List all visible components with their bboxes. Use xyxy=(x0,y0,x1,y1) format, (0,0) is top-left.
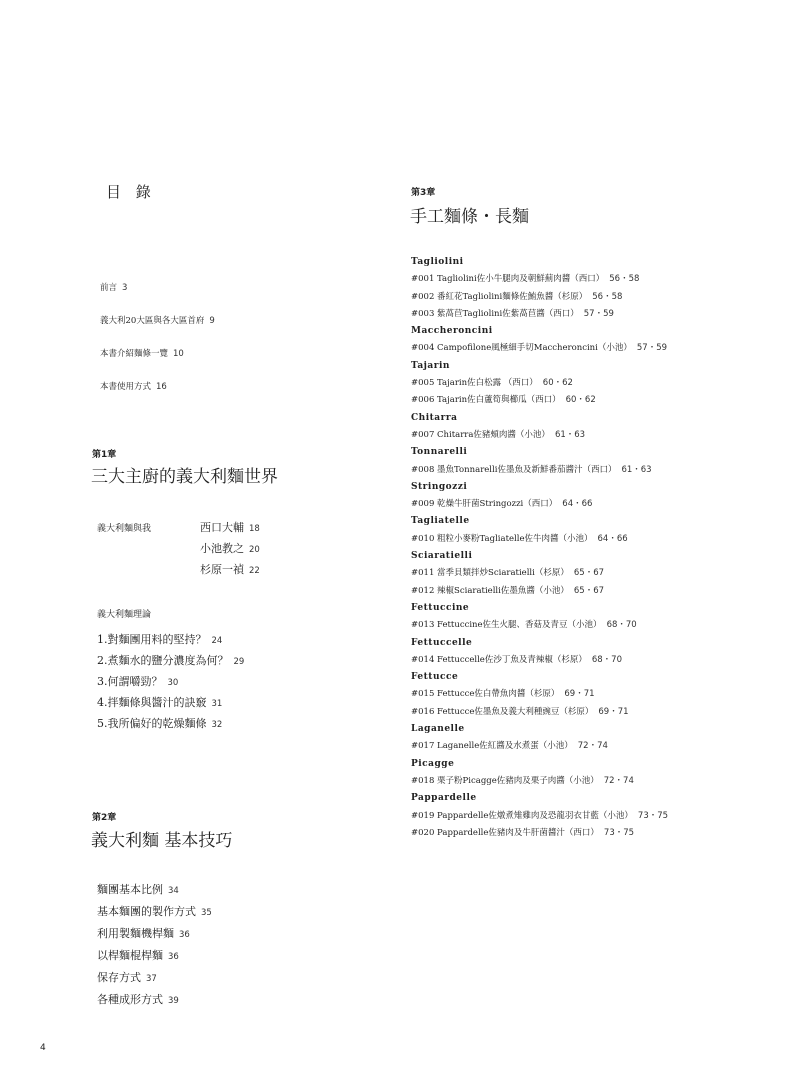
pasta-group xyxy=(411,548,791,600)
recipe-entry[interactable] xyxy=(411,738,791,755)
pasta-name: Maccheroncini xyxy=(411,326,493,337)
page-ref: 60・62 xyxy=(542,378,573,389)
recipe-entry[interactable] xyxy=(411,686,791,703)
page-ref: 60・62 xyxy=(565,395,596,406)
front-matter-item[interactable] xyxy=(100,347,215,380)
page-ref: 64・66 xyxy=(562,499,593,510)
item-label: 4.拌麵條與醬汁的訣竅 xyxy=(97,696,207,709)
recipe-title: #016 Fettucce佐墨魚及義大利種豌豆（杉原） xyxy=(411,706,594,717)
technique-item[interactable] xyxy=(97,881,212,903)
pasta-group xyxy=(411,600,791,635)
recipe-title: #013 Fettuccine佐生火腿、香菇及青豆（小池） xyxy=(411,620,602,631)
item-label: 義大利20大區與各大區首府 xyxy=(100,316,205,326)
recipe-entry[interactable] xyxy=(411,496,791,513)
author-item[interactable] xyxy=(200,540,260,561)
recipe-entry[interactable] xyxy=(411,392,791,409)
author-item[interactable] xyxy=(200,519,260,540)
technique-item[interactable] xyxy=(97,947,212,969)
pasta-group xyxy=(411,323,791,358)
recipe-entry[interactable] xyxy=(411,825,791,842)
page-ref: 36 xyxy=(179,930,190,940)
recipe-list xyxy=(411,254,791,842)
section-heading-theory: 義大利麵理論 xyxy=(97,610,152,620)
recipe-entry[interactable] xyxy=(411,531,791,548)
section-heading-chefs: 義大利麵與我 xyxy=(97,524,152,534)
front-matter-list xyxy=(100,281,215,413)
front-matter-item[interactable] xyxy=(100,281,215,314)
author-name: 小池教之 xyxy=(200,542,244,555)
recipe-entry[interactable] xyxy=(411,565,791,582)
theory-item[interactable] xyxy=(97,694,244,715)
recipe-entry[interactable] xyxy=(411,617,791,634)
pasta-group xyxy=(411,756,791,791)
item-label: 本書介紹麵條一覽 xyxy=(100,349,169,359)
page-ref: 69・71 xyxy=(564,689,595,700)
recipe-title: #003 紫萵苣Tagliolini佐紫萵苣醬（西口） xyxy=(411,308,579,319)
page-ref: 30 xyxy=(167,678,179,688)
recipe-entry[interactable] xyxy=(411,583,791,600)
author-name: 西口大輔 xyxy=(200,521,244,534)
pasta-name: Stringozzi xyxy=(411,481,468,492)
page-ref: 65・67 xyxy=(573,585,605,596)
page-ref: 22 xyxy=(249,566,260,576)
recipe-entry[interactable] xyxy=(411,808,791,825)
page-ref: 68・70 xyxy=(606,620,637,631)
recipe-title: #008 墨魚Tonnarelli佐墨魚及新鮮番茄醬汁（西口） xyxy=(411,464,617,475)
recipe-entry[interactable] xyxy=(411,462,791,479)
pasta-group xyxy=(411,513,791,548)
recipe-entry[interactable] xyxy=(411,652,791,669)
recipe-entry[interactable] xyxy=(411,773,791,790)
recipe-entry[interactable] xyxy=(411,306,791,323)
recipe-title: #019 Pappardelle佐燉煮雉雞肉及恐龍羽衣甘藍（小池） xyxy=(411,810,633,821)
recipe-entry[interactable] xyxy=(411,271,791,288)
page-ref: 36 xyxy=(168,952,179,962)
recipe-title: #001 Tagliolini佐小牛腿肉及朝鮮薊肉醬（西口） xyxy=(411,274,605,285)
pasta-name: Fettuccelle xyxy=(411,637,473,648)
page-ref: 57・59 xyxy=(583,308,614,319)
pasta-name: Picagge xyxy=(411,758,455,769)
pasta-group xyxy=(411,721,791,756)
theory-list xyxy=(97,631,244,736)
page-ref: 61・63 xyxy=(621,464,652,475)
author-list xyxy=(200,519,260,582)
pasta-name: Laganelle xyxy=(411,724,465,735)
toc-title: 目 錄 xyxy=(106,183,156,201)
page-ref: 68・70 xyxy=(591,654,622,665)
item-label: 以桿麵棍桿麵 xyxy=(97,949,163,962)
technique-item[interactable] xyxy=(97,925,212,947)
pasta-group xyxy=(411,358,791,410)
page-ref: 31 xyxy=(211,699,223,709)
item-label: 5.我所偏好的乾燥麵條 xyxy=(97,717,207,730)
page-ref: 16 xyxy=(156,382,167,392)
recipe-entry[interactable] xyxy=(411,289,791,306)
pasta-name: Fettucce xyxy=(411,672,459,683)
pasta-group xyxy=(411,669,791,721)
technique-item[interactable] xyxy=(97,991,212,1013)
page-ref: 61・63 xyxy=(554,429,586,440)
pasta-group xyxy=(411,635,791,670)
item-label: 基本麵團的製作方式 xyxy=(97,905,196,918)
recipe-title: #011 當季貝類拌炒Sciaratielli（杉原） xyxy=(411,568,569,579)
pasta-name: Tonnarelli xyxy=(411,447,468,458)
recipe-title: #018 栗子粉Picagge佐豬肉及栗子肉醬（小池） xyxy=(411,775,599,786)
pasta-name: Sciaratielli xyxy=(411,551,473,562)
page-ref: 73・75 xyxy=(637,810,669,821)
recipe-title: #012 辣椒Sciaratielli佐墨魚醬（小池） xyxy=(411,585,569,596)
page-ref: 18 xyxy=(249,524,260,534)
pasta-name: Chitarra xyxy=(411,412,458,423)
page-ref: 56・58 xyxy=(609,274,640,285)
page-ref: 72・74 xyxy=(577,741,608,752)
item-label: 本書使用方式 xyxy=(100,382,152,392)
theory-item[interactable] xyxy=(97,715,244,736)
recipe-title: #002 番紅花Tagliolini麵條佐鮪魚醬（杉原） xyxy=(411,291,588,302)
page-ref: 32 xyxy=(211,720,223,730)
author-name: 杉原一禎 xyxy=(200,563,244,576)
page-ref: 73・75 xyxy=(603,827,635,838)
pasta-group xyxy=(411,254,791,323)
recipe-entry[interactable] xyxy=(411,704,791,721)
item-label: 前言 xyxy=(100,283,118,293)
page-ref: 3 xyxy=(122,283,128,293)
page-ref: 65・67 xyxy=(573,568,605,579)
page-ref: 9 xyxy=(209,316,215,326)
item-label: 利用製麵機桿麵 xyxy=(97,927,174,940)
page-ref: 57・59 xyxy=(636,343,668,354)
pasta-name: Tagliolini xyxy=(411,257,464,267)
recipe-title: #004 Campofilone風極細手切Maccheroncini（小池） xyxy=(411,343,632,354)
pasta-name: Pappardelle xyxy=(411,793,477,804)
recipe-title: #010 粗粒小麥粉Tagliatelle佐牛肉醬（小池） xyxy=(411,533,593,544)
recipe-title: #020 Pappardelle佐豬肉及牛肝菌醬汁（西口） xyxy=(411,827,599,838)
chapter2-label: 第2章 xyxy=(92,813,117,823)
recipe-entry[interactable] xyxy=(411,375,791,392)
item-label: 2.煮麵水的鹽分濃度為何？ xyxy=(97,654,229,667)
theory-item[interactable] xyxy=(97,652,244,673)
page-ref: 20 xyxy=(249,545,260,555)
page-ref: 10 xyxy=(173,349,184,359)
page-ref: 34 xyxy=(168,886,179,896)
item-label: 麵團基本比例 xyxy=(97,883,163,896)
pasta-group xyxy=(411,410,791,445)
recipe-title: #007 Chitarra佐豬頰肉醬（小池） xyxy=(411,429,550,440)
recipe-entry[interactable] xyxy=(411,427,791,444)
page-number: 4 xyxy=(40,1043,46,1053)
pasta-name: Tagliatelle xyxy=(411,516,470,527)
recipe-title: #017 Laganelle佐紅醬及水煮蛋（小池） xyxy=(411,741,573,752)
page-ref: 37 xyxy=(146,974,157,984)
chapter3-label: 第3章 xyxy=(411,188,436,198)
item-label: 各種成形方式 xyxy=(97,993,163,1006)
page-ref: 39 xyxy=(168,996,179,1006)
author-item[interactable] xyxy=(200,561,260,582)
chapter3-title[interactable]: 手工麵條・長麵 xyxy=(410,207,529,227)
pasta-name: Fettuccine xyxy=(411,602,470,613)
technique-item[interactable] xyxy=(97,903,212,925)
page-ref: 35 xyxy=(201,908,212,918)
chapter1-label: 第1章 xyxy=(92,450,117,460)
pasta-name: Tajarin xyxy=(411,360,450,371)
front-matter-item[interactable] xyxy=(100,314,215,347)
page-ref: 72・74 xyxy=(603,775,634,786)
theory-item[interactable] xyxy=(97,631,244,652)
chapter2-title[interactable]: 義大利麵 基本技巧 xyxy=(91,831,233,851)
recipe-title: #015 Fettucce佐白帶魚肉醬（杉原） xyxy=(411,689,560,700)
technique-item[interactable] xyxy=(97,969,212,991)
recipe-title: #009 乾燥牛肝菌Stringozzi（西口） xyxy=(411,499,558,510)
page-ref: 24 xyxy=(211,636,223,646)
front-matter-item[interactable] xyxy=(100,380,215,413)
item-label: 1.對麵團用料的堅持？ xyxy=(97,633,207,646)
theory-item[interactable] xyxy=(97,673,244,694)
recipe-title: #005 Tajarin佐白松露 （西口） xyxy=(411,378,538,389)
recipe-entry[interactable] xyxy=(411,340,791,357)
recipe-title: #006 Tajarin佐白蘆筍與櫛瓜（西口） xyxy=(411,395,561,406)
page-ref: 29 xyxy=(233,657,245,667)
item-label: 保存方式 xyxy=(97,971,141,984)
page-ref: 69・71 xyxy=(598,706,629,717)
pasta-group xyxy=(411,790,791,842)
recipe-title: #014 Fettuccelle佐沙丁魚及青辣椒（杉原） xyxy=(411,654,587,665)
pasta-group xyxy=(411,444,791,479)
chapter1-title[interactable]: 三大主廚的義大利麵世界 xyxy=(91,467,278,487)
page-ref: 64・66 xyxy=(597,533,628,544)
technique-list xyxy=(97,881,212,1013)
page-ref: 56・58 xyxy=(592,291,623,302)
pasta-group xyxy=(411,479,791,514)
item-label: 3.何謂嚼勁？ xyxy=(97,675,163,688)
